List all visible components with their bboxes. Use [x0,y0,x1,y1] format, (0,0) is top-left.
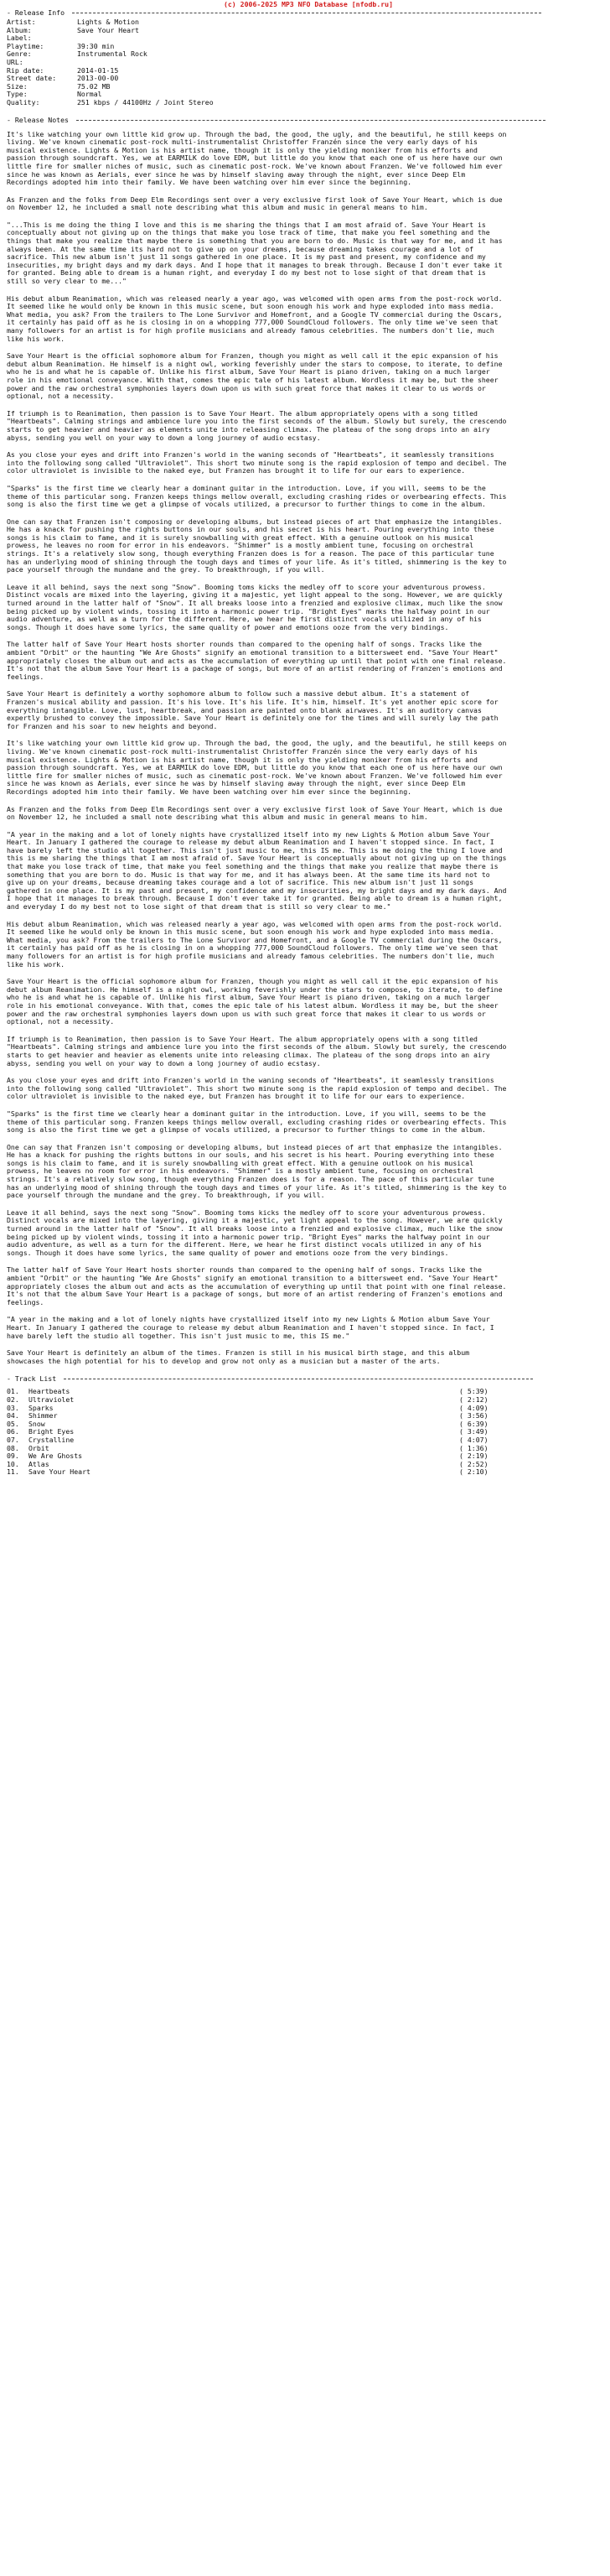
info-label: Type: [7,90,28,99]
release-info-header: - Release Info [7,8,610,17]
track-time: ( 3:49) [459,1427,489,1436]
note-paragraph: "Sparks" is the first time we clearly hear a dominant guitar in the introduction. Love, if you will, seems to be the theme of this particular song. Franzen keeps things mellow overall, excluding crashing rides or overbearing effects. This song is also the first time we get a glimpse of vocals utilized, a precursor to further things to come in the album. [7,1109,507,1135]
info-value: 2014-01-15 [77,65,119,75]
track-time: ( 2:10) [459,1467,489,1477]
track-title: Save Your Heart [28,1467,90,1477]
track-num: 10. [7,1459,19,1468]
track-time: ( 2:19) [459,1452,489,1461]
track-num: 02. [7,1394,19,1404]
note-paragraph: One can say that Franzen isn't composing or developing albums, but instead pieces of art that emphasize the intangibles. He has a knack for pushing the rights buttons in our souls, and his secret is his heart. Pouring everything into these songs is his claim to fame, and it is surely snowballing with great effect. With a genuine outlook on his musical prowess, he leaves no room for error in his endeavors. "Shimmer" is a mostly ambient tune, focusing on orchestral strings. It's a relatively slow song, though everything Franzen does is for a reason. The pace of this particular tune has an underlying mood of shining through the tough days and times of your life. As it's titled, shimmering is the key to pace yourself through the mundane and the grey. To breakthrough, if you will. [7,517,507,574]
track-row [7,1436,509,1445]
info-label: Genre: [7,49,32,59]
note-paragraph: It's like watching your own little kid grow up. Through the bad, the good, the ugly, and the beautiful, he still keeps on living. We've known cinematic post-rock multi-instrumentalist Christoffer Franzén since the very early days of his musical existence. Lights & Motion is his artist name, though it is only the yielding moniker from his efforts and passion through soundcraft. Yes, we at EARMILK do love EDM, but little do you know that each one of us here have our own little fire for smaller niches of music, such as cinematic post-rock. We've known about Franzen. We've followed him ever since he was known as Aerials, ever since he was by himself slaving away through the night, ever since Deep Elm Recordings adopted him into their family. We have been watching over him ever since the beginning. [7,129,507,187]
release-notes-block [7,131,509,1366]
track-title: Sparks [28,1403,54,1412]
track-list-block [7,1388,509,1477]
note-paragraph: Leave it all behind, says the next song "Snow". Booming toms kicks the medley off to score your adventurous prowess. Distinct vocals are mixed into the layering, giving it a majestic, yet light appeal to the song. However, we are quickly turned around in the latter half of "Snow". It all breaks loose into a frenzied and explosive climax, much like the snow being picked up by violent winds, tossing it into a harmonic power trip. "Bright Eyes" marks the halfway point in our audio adventure, as well as a turn for the different. Here, we hear he first distinct vocals utilized in any of his songs. Though it does have some lyrics, the same quality of power and emotions ooze from the very bindings. [7,582,503,631]
note-paragraph: As Franzen and the folks from Deep Elm Recordings sent over a very exclusive first look of Save Your Heart, which is due on November 12, he included a small note describing what this album and music in general means to him. [7,195,503,212]
note-paragraph: The latter half of Save Your Heart hosts shorter rounds than compared to the opening half of songs. Tracks like the ambient "Orbit" or the haunting "We Are Ghosts" signify an emotional transition to a bittersweet end. "Save Your Heart" appropriately closes the album out and acts as the accumulation of everything up until that point with one final release. It's not that the album Save Your Heart is a package of songs, but more of an artist rendering of Franzen's emotions and feelings. [7,640,507,681]
track-time: ( 2:12) [459,1394,489,1404]
info-value: Lights & Motion [77,18,139,26]
info-value: Normal [77,90,102,99]
track-num: 01. [7,1387,19,1396]
info-label: Quality: [7,97,40,106]
track-time: ( 6:39) [459,1419,489,1428]
track-title: Snow [28,1419,45,1428]
track-row [7,1388,509,1396]
info-label: URL: [7,57,23,66]
note-paragraph: "A year in the making and a lot of lonely nights have crystallized itself into my new Lights & Motion album Save Your Heart. In January I gathered the courage to release my debut album Reanimation and I haven't stopped since. In fact, I have barely left the studio all together. This isn't just music to me, this IS me." [7,1315,494,1340]
info-label: Album: [7,25,32,34]
info-value: Save Your Heart [77,25,139,34]
note-paragraph: His debut album Reanimation, which was released nearly a year ago, was welcomed with open arms from the post-rock world. It seemed like he would only be known in this music scene, but soon enough his work and hype exploded into mass media. What media, you ask? From the trailers to The Lone Survivor and Homefront, and a Google TV commercial during the Oscars, it certainly has paid off as he is closing in on a whopping 777,000 SoundCloud followers. The only time we've seen that many followers for an artist is for high profile musicians and already famous celebrities. The numbers don't lie, much like his work. [7,919,503,969]
info-label: Playtime: [7,41,44,50]
track-time: ( 5:39) [459,1387,489,1396]
track-title: Atlas [28,1459,49,1468]
note-paragraph: If triumph is to Reanimation, then passion is to Save Your Heart. The album appropriately opens with a song titled "Heartbeats". Calming strings and ambience lure you into the first seconds of the album. Slowly but surely, the crescendo starts to get heavier and heavier as elements unite into releasing climax. The plateau of the song drops into an airy abyss, sending you well on your way to down a long journey of audio ecstasy. [7,1034,507,1067]
track-row [7,1452,509,1461]
track-list-header: - Track List [7,1374,610,1383]
track-title: Heartbeats [28,1387,70,1396]
note-paragraph: If triumph is to Reanimation, then passion is to Save Your Heart. The album appropriately opens with a song titled "Heartbeats". Calming strings and ambience lure you into the first seconds of the album. Slowly but surely, the crescendo starts to get heavier and heavier as elements unite into releasing climax. The plateau of the song drops into an airy abyss, sending you well on your way to down a long journey of audio ecstasy. [7,408,507,442]
note-paragraph: "Sparks" is the first time we clearly hear a dominant guitar in the introduction. Love, if you will, seems to be the theme of this particular song. Franzen keeps things mellow overall, excluding crashing rides or overbearing effects. This song is also the first time we get a glimpse of vocals utilized, a precursor to further things to come in the album. [7,483,507,509]
note-paragraph: Save Your Heart is definitely a worthy sophomore album to follow such a massive debut album. It's a statement of Franzen's musical ability and passion. It's his love. It's his life. It's him, himself. It's yet another epic score for everything intangible. Love, lust, heartbreak, and passion are painted onto blank airwaves. It's an auditory canvas expertly brushed to convey the impossible. Save Your Heart is definitely one for the times and will surely lay the path for Franzen and his soar to new heights and beyond. [7,689,499,730]
track-title: We Are Ghosts [28,1452,83,1461]
track-num: 11. [7,1467,19,1477]
info-row [7,50,610,59]
track-title: Crystalline [28,1435,75,1444]
note-paragraph: One can say that Franzen isn't composing or developing albums, but instead pieces of art that emphasize the intangibles. He has a knack for pushing the rights buttons in our souls, and his secret is his heart. Pouring everything into these songs is his claim to fame, and it is surely snowballing with great effect. With a genuine outlook on his musical prowess, he leaves no room for error in his endeavors. "Shimmer" is a mostly ambient tune, focusing on orchestral strings. It's a relatively slow song, though everything Franzen does is for a reason. The pace of this particular tune has an underlying mood of shining through the tough days and times of your life. As it's titled, shimmering is the key to pace yourself through the mundane and the grey. To breakthrough, if you will. [7,1142,507,1200]
release-notes-header: - Release Notes [7,116,610,124]
note-paragraph: Save Your Heart is the official sophomore album for Franzen, though you might as well call it the epic expansion of his debut album Reanimation. He himself is a night owl, working feverishly under the stars to compose, to iterate, to define who he is and what he is capable of. Unlike his first album, Save Your Heart is piano driven, taking on a much larger role in his emotional conveyance. With that, comes the epic tale of his latest album. Wordless it may be, but the sheer power and the raw orchestral symphonies layers down upon us with such great force that makes it clear to us words or optional, not a necessity. [7,977,503,1026]
info-value: Instrumental Rock [77,49,147,59]
track-num: 08. [7,1443,19,1452]
track-time: ( 4:09) [459,1403,489,1412]
note-paragraph: His debut album Reanimation, which was released nearly a year ago, was welcomed with open arms from the post-rock world. It seemed like he would only be known in this music scene, but soon enough his work and hype exploded into mass media. What media, you ask? From the trailers to The Lone Survivor and Homefront, and a Google TV commercial during the Oscars, it certainly has paid off as he is closing in on a whopping 777,000 SoundCloud followers. The only time we've seen that many followers for an artist is for high profile musicians and already famous celebrities. The numbers don't lie, much like his work. [7,293,503,343]
track-row [7,1412,509,1420]
track-num: 06. [7,1427,19,1436]
note-paragraph: Save Your Heart is the official sophomore album for Franzen, though you might as well call it the epic expansion of his debut album Reanimation. He himself is a night owl, working feverishly under the stars to compose, to iterate, to define who he is and what he is capable of. Unlike his first album, Save Your Heart is piano driven, taking on a much larger role in his emotional conveyance. With that, comes the epic tale of his latest album. Wordless it may be, but the sheer power and the raw orchestral symphonies layers down upon us with such great force that makes it clear to us words or optional, not a necessity. [7,351,503,401]
info-value: 2013-00-00 [77,74,119,83]
track-title: Ultraviolet [28,1394,75,1404]
info-label: Artist: [7,18,36,26]
track-row [7,1445,509,1453]
info-value: 251 kbps / 44100Hz / Joint Stereo [77,97,214,106]
track-row [7,1420,509,1429]
info-label: Rip date: [7,65,44,75]
info-value: 75.02 MB [77,81,111,91]
note-paragraph: "A year in the making and a lot of lonely nights have crystallized itself into my new Lights & Motion album Save Your Heart. In January I gathered the courage to release my debut album Reanimation and I haven't stopped since. In fact, I have barely left the studio all together. This isn't just music to me, this IS me. This is me doing the thing I love and this is me sharing the things that I am most afraid of. Save Your Heart is conceptually about not giving up on the things that make you lose track of time, that make you feel something and the things that make you realize that maybe there is something that you are born to do. Music is that way for me, and it has always been. At the same time its hard not to give up on your dreams, because dreaming takes courage and a lot of sacrifice. This new album isn't just 11 songs gathered in one place. It is my past and present, my confidence and my insecurities, my bright days and my dark days. And I hope that it manages to break through. Because I don't ever take it for granted. Being able to dream is a human right, and everyday I do my best not to lose sight of that dream that is still so very clear to me." [7,829,507,911]
note-paragraph: The latter half of Save Your Heart hosts shorter rounds than compared to the opening half of songs. Tracks like the ambient "Orbit" or the haunting "We Are Ghosts" signify an emotional transition to a bittersweet end. "Save Your Heart" appropriately closes the album out and acts as the accumulation of everything up until that point with one final release. It's not that the album Save Your Heart is a package of songs, but more of an artist rendering of Franzen's emotions and feelings. [7,1265,507,1306]
note-paragraph: As you close your eyes and drift into Franzen's world in the waning seconds of "Heartbeats", it seamlessly transitions into the following song called "Ultraviolet". This short two minute song is the rapid explosion of tempo and decibel. The color ultraviolet is invisible to the naked eye, but Franzen has brought it to life for our ears to experience. [7,1076,507,1101]
track-list-title: Track List [14,1374,57,1384]
info-value: 39:30 min [77,41,115,50]
header-rule [76,120,545,121]
track-row [7,1468,509,1477]
track-title: Bright Eyes [28,1427,75,1436]
track-time: ( 2:52) [459,1459,489,1468]
note-paragraph: As you close your eyes and drift into Franzen's world in the waning seconds of "Heartbeats", it seamlessly transitions into the following song called "Ultraviolet". This short two minute song is the rapid explosion of tempo and decibel. The color ultraviolet is invisible to the naked eye, but Franzen has brought it to life for our ears to experience. [7,450,507,475]
info-label: Street date: [7,74,57,83]
track-title: Shimmer [28,1411,58,1420]
track-row [7,1428,509,1436]
note-paragraph: "...This is me doing the thing I love and this is me sharing the things that I am most afraid of. Save Your Heart is conceptually about not giving up on the things that make you lose track of time, that make you feel something and the things that make you realize that maybe there is something that you are born to do. Music is that way for me, and it has always been. At the same time its hard not to give up on your dreams, because dreaming takes courage and a lot of sacrifice. This new album isn't just 11 songs gathered in one place. It is my past and present, my confidence and my insecurities, my bright days and my dark days. And I hope that it manages to break through. Because I don't ever take it for granted. Being able to dream is a human right, and everyday I do my best not to lose sight of that dream that is still so very clear to me..." [7,220,503,286]
track-num: 04. [7,1411,19,1420]
track-row [7,1396,509,1405]
track-row [7,1405,509,1413]
note-paragraph: Leave it all behind, says the next song "Snow". Booming toms kicks the medley off to score your adventurous prowess. Distinct vocals are mixed into the layering, giving it a majestic, yet light appeal to the song. However, we are quickly turned around in the latter half of "Snow". It all breaks loose into a frenzied and explosive climax, much like the snow being picked up by violent winds, tossing it into a harmonic power trip. "Bright Eyes" marks the halfway point in our audio adventure, as well as a turn for the different. Here, we hear he first distinct vocals utilized in any of his songs. Though it does have some lyrics, the same quality of power and emotions ooze from the very bindings. [7,1208,503,1257]
note-paragraph: Save Your Heart is definitely an album of the times. Franzen is still in his musical birth stage, and this album showcases the high potential for his to develop and grow not only as a musician but a master of the arts. [7,1348,470,1365]
track-num: 03. [7,1403,19,1412]
track-num: 07. [7,1435,19,1444]
track-num: 05. [7,1419,19,1428]
release-info-title: Release Info [14,8,65,17]
info-row [7,99,610,107]
track-time: ( 4:07) [459,1435,489,1444]
release-notes-title: Release Notes [14,115,69,124]
info-row [7,27,610,35]
info-label: Label: [7,34,32,43]
track-title: Orbit [28,1443,49,1452]
track-time: ( 1:36) [459,1443,489,1452]
note-paragraph: It's like watching your own little kid grow up. Through the bad, the good, the ugly, and the beautiful, he still keeps on living. We've known cinematic post-rock multi-instrumentalist Christoffer Franzén since the very early days of his musical existence. Lights & Motion is his artist name, though it is only the yielding moniker from his efforts and passion through soundcraft. Yes, we at EARMILK do love EDM, but little do you know that each one of us here have our own little fire for smaller niches of music, such as cinematic post-rock. We've known about Franzen. We've followed him ever since he was known as Aerials, ever since he was by himself slaving away through the night, ever since Deep Elm Recordings adopted him into their family. We have been watching over him ever since the beginning. [7,739,507,796]
copyright-banner: (c) 2006-2025 MP3 NFO Database [nfodb.ru] [223,0,394,8]
track-num: 09. [7,1452,19,1461]
note-paragraph: As Franzen and the folks from Deep Elm Recordings sent over a very exclusive first look of Save Your Heart, which is due on November 12, he included a small note describing what this album and music in general means to him. [7,804,503,822]
track-time: ( 3:56) [459,1411,489,1420]
info-label: Size: [7,81,28,91]
release-info-block [7,18,610,107]
